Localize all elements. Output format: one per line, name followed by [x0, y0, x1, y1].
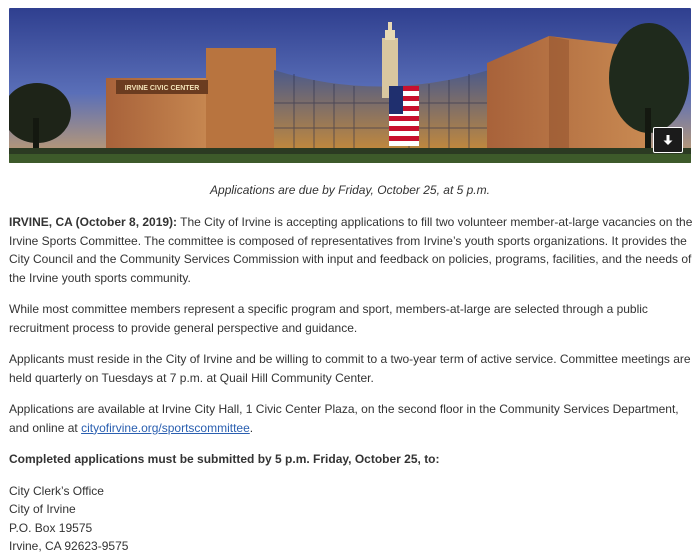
intro-text: The City of Irvine is accepting applications to fill two volunteer member-at-large vacancies on the Irvine Sports Committee. The committee is composed of representatives from Irvine’s youth sports organizations. It provides the City Council and the Community Services Commission with input and feedback on policies, programs, facilities, and the needs of the Irvine youth sports community.: [9, 215, 693, 285]
paragraph-members-at-large: While most committee members represent a specific program and sport, members-at-large are selected through a public recruitment process to provide general perspective and guidance.: [9, 302, 648, 335]
arrow-down-icon: [662, 134, 674, 146]
address-line: City Clerk’s Office: [9, 483, 104, 498]
paragraph-intro: [9, 213, 693, 287]
address-line: P.O. Box 19575: [9, 520, 93, 535]
paragraph-eligibility: Applicants must reside in the City of Irvine and be willing to commit to a two-year term of active service. Committee meetings are held quarterly on Tuesdays at 7 p.m. at Quail Hill Community Center.: [9, 352, 691, 385]
sports-committee-link[interactable]: cityofirvine.org/sportscommittee: [81, 420, 250, 435]
image-caption: Applications are due by Friday, October 25, at 5 p.m.: [210, 183, 490, 197]
paragraph-deadline: [9, 450, 693, 469]
deadline-text: Completed applications must be submitted by 5 p.m. Friday, October 25, to:: [9, 452, 440, 466]
hero-image: [9, 8, 691, 163]
availability-end: .: [249, 420, 254, 435]
address-line: Irvine, CA 92623-9575: [9, 539, 129, 553]
paragraph-availability: [9, 400, 693, 437]
civic-center-photo: [9, 8, 691, 163]
building-sign: IRVINE CIVIC CENTER: [124, 85, 200, 92]
dateline: IRVINE, CA (October 8, 2019):: [9, 215, 178, 229]
download-button[interactable]: [653, 127, 683, 153]
availability-text: Applications are available at Irvine City Hall, 1 Civic Center Plaza, on the second floor in the Community Services Department, and online at: [9, 402, 679, 435]
mailing-address: [9, 482, 693, 556]
address-line: City of Irvine: [9, 502, 76, 516]
article-body: [9, 213, 693, 556]
